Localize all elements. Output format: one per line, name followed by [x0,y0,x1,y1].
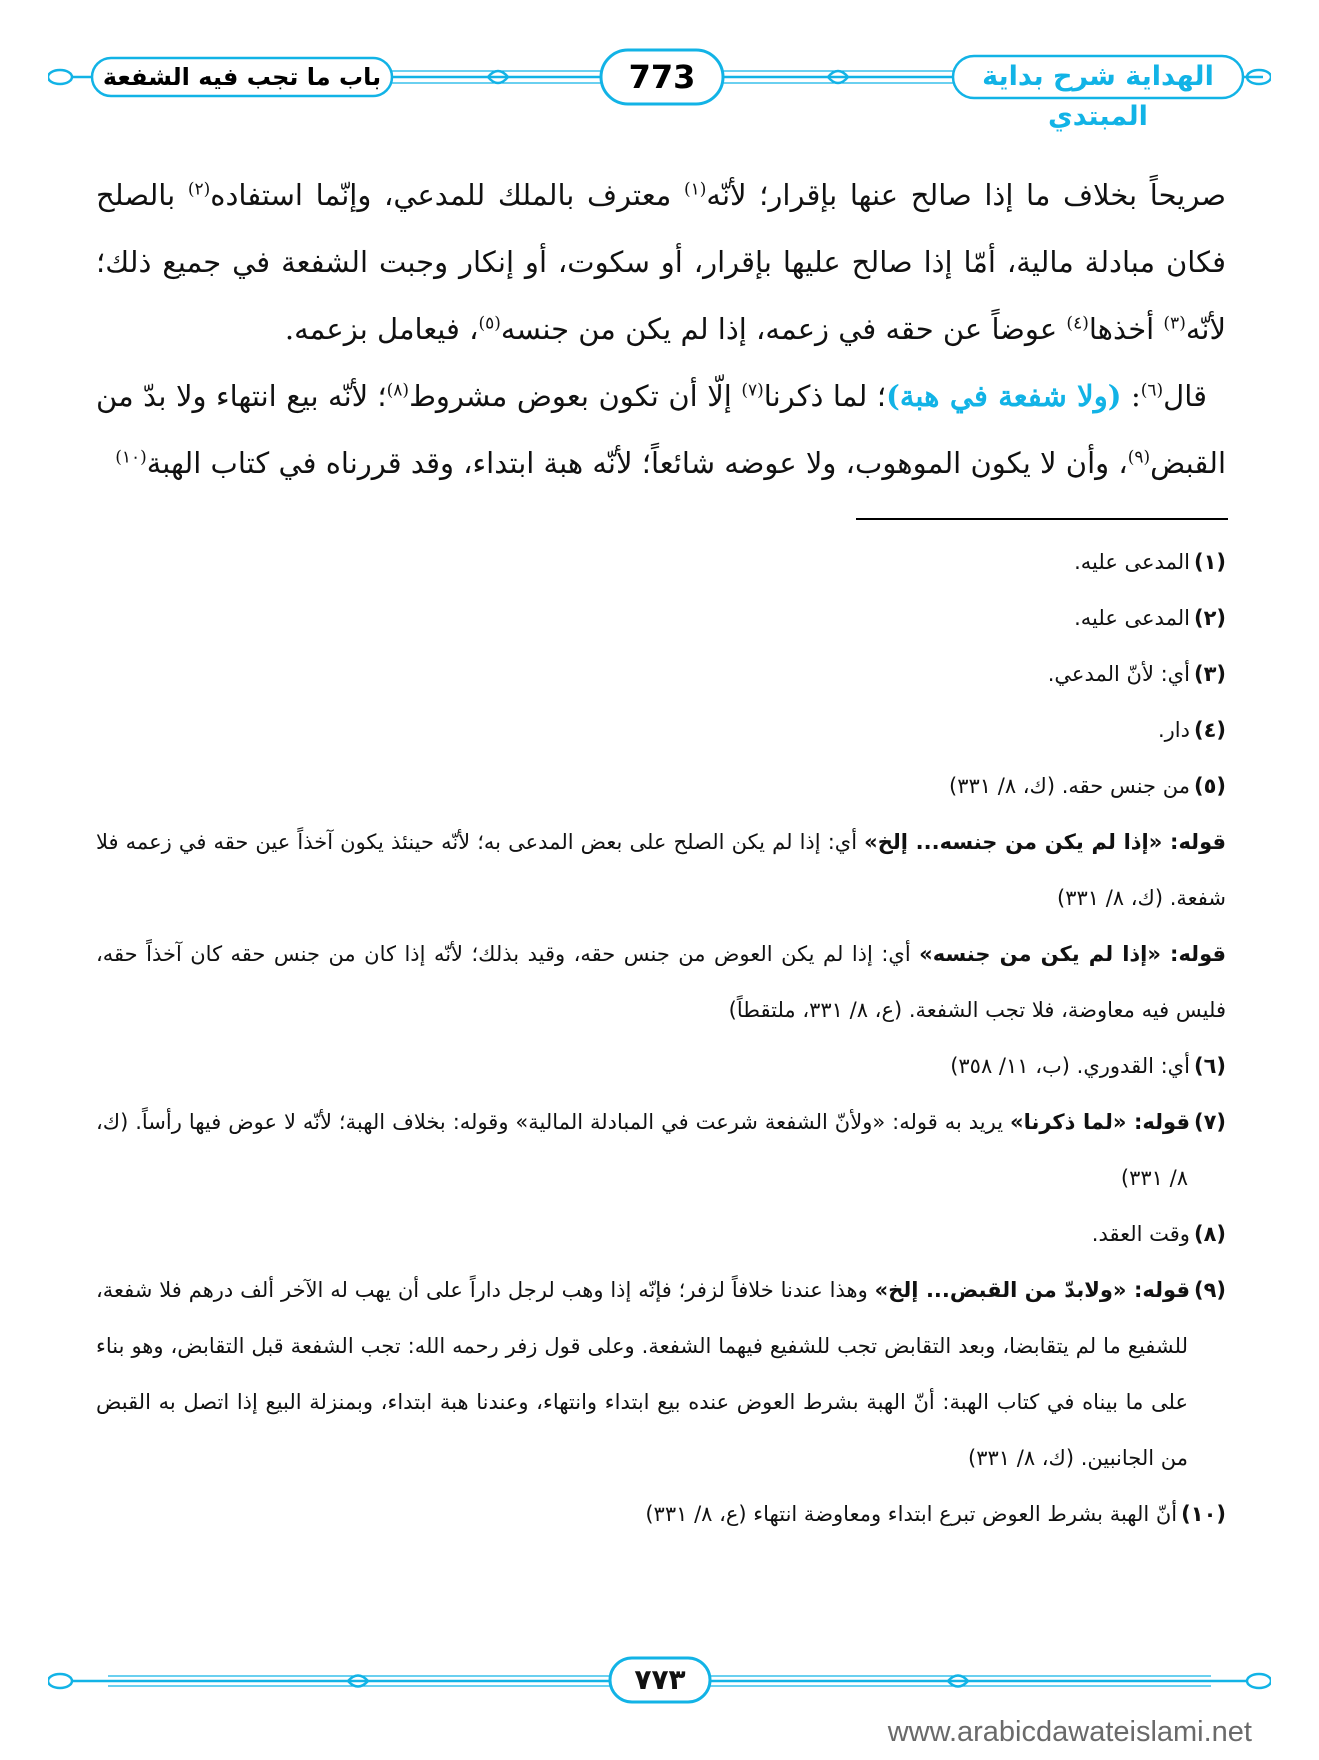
text-run: ؛ لما ذكرنا [763,379,887,413]
footnote-ref: (٢) [187,179,211,200]
text-run: معترف بالملك للمدعي، وإنّما استفاده [210,178,684,212]
footnote-text: أي: إذا لم يكن الصلح على بعض المدعى به؛ لأنّه حينئذ يكون آخذاً عين حقه في زعمه فلا شفعة. (ك، ٨/ ٣٣١) [96,830,1226,910]
footnote-ref: (٦) [1140,380,1164,401]
footnote-text: وهذا عندنا خلافاً لزفر؛ فإنّه إذا وهب لرجل داراً على أن يهب له الآخر ألف درهم فلا شفعة، للشفيع ما لم يتقابضا، وبعد التقابض تجب للشفيع فيهما الشفعة. وعلى قول زفر رحمه الله: تجب الشفعة قبل التقابض، وهو بناء على ما بيناه في كتاب الهبة: أنّ الهبة بشرط العوض عنده بيع ابتداء وانتهاء، وعندنا هبة ابتداء، وبمنزلة البيع إذا اتصل به القبض من الجانبين. (ك، ٨/ ٣٣١) [96,1278,1188,1470]
footnote-number: (١) [1193,550,1226,574]
main-paragraph-1 [96,162,1226,363]
footnote-text: أي: لأنّ المدعي. [1047,662,1190,686]
footnote-number: (٨) [1193,1222,1226,1246]
footnote-number: (٥) [1193,774,1226,798]
text-run: إلّا أن تكون بعوض مشروط [409,379,742,413]
text-run: ، فيعامل بزعمه. [284,312,479,346]
footnote-number: (٧) [1193,1110,1226,1134]
footnote-text: وقت العقد. [1091,1222,1190,1246]
main-paragraph-2 [96,363,1226,497]
footnote-ref: (٥) [478,313,501,334]
footnote-7 [96,1094,1226,1206]
footnote-6 [96,1038,1226,1094]
text-run: صريحاً بخلاف ما إذا صالح عنها بإقرار؛ لأنّه [706,178,1227,212]
footnote-ref: (١) [683,179,707,200]
page-number-bottom: ٧٧٣ [634,1663,686,1696]
footnote-8 [96,1206,1226,1262]
main-text [96,162,1226,497]
footnote-number: (١٠) [1181,1502,1226,1526]
book-title: الهداية شرح بداية المبتدي [982,61,1214,132]
text-run: ، وأن لا يكون الموهوب، ولا عوضه شائعاً؛ لأنّه هبة ابتداء، وقد قررناه في كتاب الهبة [146,446,1128,480]
footnote-5-gloss-2 [96,926,1226,1038]
footnote-divider [856,518,1228,520]
footnote-ref: (٣) [1163,313,1186,334]
footnote-number: (٣) [1193,662,1226,686]
footnote-9 [96,1262,1226,1486]
footnote-text: المدعى عليه. [1074,606,1190,630]
page-header [48,46,1271,132]
website-watermark: www.arabicdawateislami.net [887,1716,1252,1748]
text-run: أخذها [1088,312,1164,346]
text-run: بالصلح فكان مبادلة مالية، أمّا إذا صالح عليها بإقرار، أو سكوت، أو إنكار وجبت الشفعة في جميع ذلك؛ لأنّه [96,178,1226,346]
highlighted-matn: (ولا شفعة في هبة) [886,379,1122,413]
footnote-3 [96,646,1226,702]
footnote-text: أي: إذا لم يكن العوض من جنس حقه، وقيد بذلك؛ لأنّه إذا كان من جنس حقه كان آخذاً حقه، فليس فيه معاوضة، فلا تجب الشفعة. (ع، ٨/ ٣٣١، ملتقطاً) [96,942,1226,1022]
footnote-10 [96,1486,1226,1542]
footnote-ref: (٨) [386,380,410,401]
text-run: قال [1163,379,1207,413]
text-run: ؛ لأنّه بيع انتهاء ولا بدّ من القبض [96,379,1226,480]
gloss-lead: قوله: «إذا لم يكن من جنسه» [919,942,1226,966]
footnote-number: (٦) [1193,1054,1226,1078]
footnote-text: أنّ الهبة بشرط العوض تبرع ابتداء ومعاوضة انتهاء (ع، ٨/ ٣٣١) [645,1502,1178,1526]
text-run: عوضاً عن حقه في زعمه، إذا لم يكن من جنسه [500,312,1067,346]
gloss-lead: قوله: «لما ذكرنا» [1010,1110,1190,1134]
footnote-text: يريد به قوله: «ولأنّ الشفعة شرعت في المبادلة المالية» وقوله: بخلاف الهبة؛ لأنّه لا عوض فيها رأساً. (ك، ٨/ ٣٣١) [96,1110,1188,1190]
footnote-4 [96,702,1226,758]
footnote-text: أي: القدوري. (ب، ١١/ ٣٥٨) [950,1054,1190,1078]
text-run: : [1121,379,1141,413]
page-number-top: 773 [628,58,696,96]
footnote-number: (٢) [1193,606,1226,630]
footnote-text: دار. [1157,718,1190,742]
gloss-lead: قوله: «إذا لم يكن من جنسه... إلخ» [864,830,1226,854]
page-footer [48,1656,1271,1706]
footnote-5 [96,758,1226,814]
footnotes [96,534,1226,1542]
footnote-number: (٤) [1193,718,1226,742]
footnote-text: من جنس حقه. (ك، ٨/ ٣٣١) [949,774,1190,798]
gloss-lead: قوله: «ولابدّ من القبض... إلخ» [874,1278,1190,1302]
footnote-1 [96,534,1226,590]
footnote-2 [96,590,1226,646]
footnote-ref: (٤) [1066,313,1089,334]
chapter-title: باب ما تجب فيه الشفعة [102,63,382,91]
footnote-5-gloss-1 [96,814,1226,926]
footnote-ref: (١٠) [115,447,147,468]
footnote-ref: (٧) [741,380,764,401]
footnote-ref: (٩) [1127,447,1151,468]
footnote-number: (٩) [1193,1278,1226,1302]
footnote-text: المدعى عليه. [1074,550,1190,574]
